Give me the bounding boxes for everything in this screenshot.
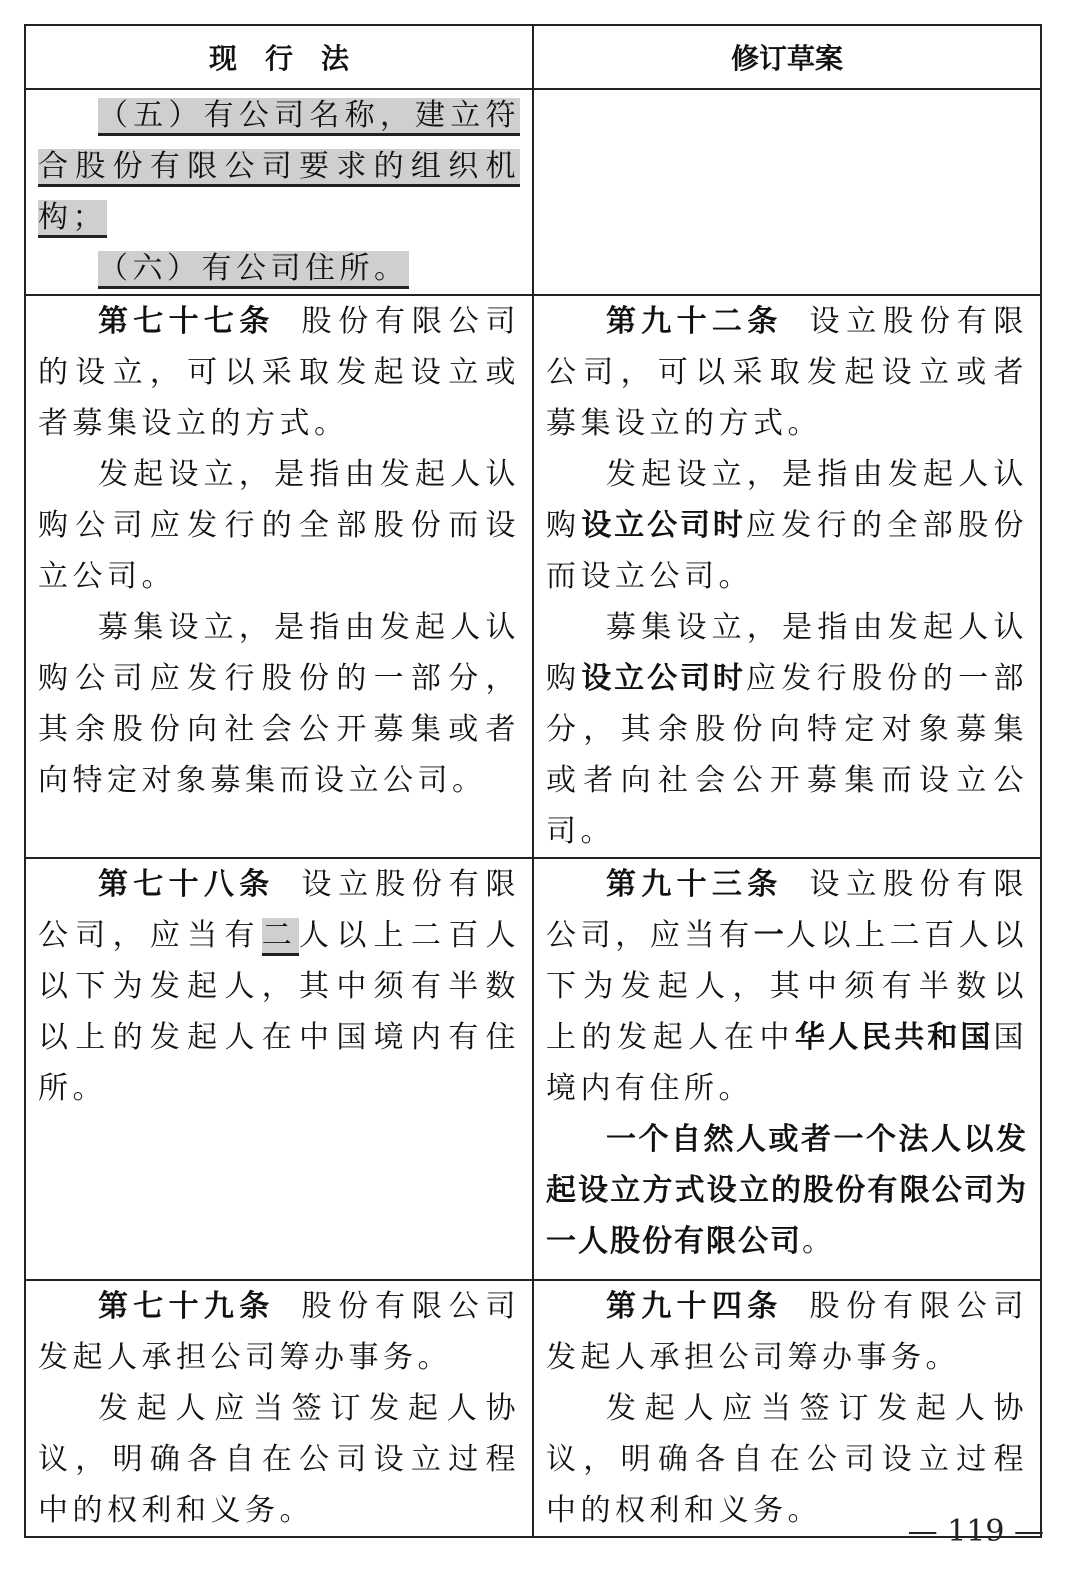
paragraph (546, 1281, 1028, 1383)
paragraph (546, 1114, 1028, 1267)
table-row (25, 89, 1041, 295)
current-law-cell (25, 1280, 533, 1537)
table-row (25, 1280, 1041, 1537)
revision-draft-cell (533, 89, 1041, 295)
highlighted-text: 二 (262, 918, 299, 956)
current-law-cell (25, 858, 533, 1280)
paragraph (546, 602, 1028, 857)
header-revision-draft: 修订草案 (533, 25, 1041, 89)
paragraph-text: 发起设立，是指由发起人认购 (546, 457, 1028, 543)
paragraph (38, 296, 520, 449)
comparison-table (24, 24, 1042, 1538)
revised-text: 设立公司时 (581, 508, 746, 543)
paragraph (38, 243, 520, 294)
revised-text: 一 (753, 918, 786, 953)
revision-draft-cell (533, 295, 1041, 858)
paragraph (38, 90, 520, 243)
paragraph (38, 1281, 520, 1383)
revised-text: 一个自然人或者一个法人以发起设立方式设立的股份有限公司为一人股份有限公司 (546, 1122, 1028, 1259)
paragraph: 发起人应当签订发起人协议，明确各自在公司设立过程中的权利和义务。 (38, 1391, 520, 1528)
paragraph: 发起设立，是指由发起人认购公司应发行的全部股份而设立公司。 (38, 457, 520, 594)
paragraph (38, 859, 520, 1114)
table-header-row (25, 25, 1041, 89)
highlighted-text: （六）有公司住所。 (98, 251, 409, 286)
paragraph-text: 设立股份有限公司，应当有 (546, 867, 1028, 953)
page-number: — 119 — (907, 1514, 1044, 1549)
table-row (25, 295, 1041, 858)
article-number: 第九十二条 (606, 304, 783, 339)
revised-text: 华人民共和国 (795, 1020, 994, 1055)
highlighted-text: （五）有公司名称，建立符合股份有限公司要求的组织机构； (38, 98, 520, 235)
paragraph-text: 募集设立，是指由发起人认购 (546, 610, 1028, 696)
article-number: 第七十九条 (98, 1289, 275, 1324)
revised-text: 设立公司时 (581, 661, 746, 696)
table-row (25, 858, 1041, 1280)
article-number: 第九十四条 (606, 1289, 783, 1324)
paragraph-text: 股份有限公司发起人承担公司筹办事务。 (38, 1289, 520, 1375)
paragraph-text: 人以上二百人以下为发起人，其中须有半数以上的发起人在中 (546, 918, 1029, 1055)
paragraph-text: 股份有限公司发起人承担公司筹办事务。 (546, 1289, 1028, 1375)
paragraph: 募集设立，是指由发起人认购公司应发行股份的一部分，其余股份向社会公开募集或者向特定对象募集而设立公司。 (38, 610, 520, 798)
article-number: 第七十七条 (98, 304, 275, 339)
article-number: 第七十八条 (98, 867, 275, 902)
current-law-cell (25, 89, 533, 295)
revision-draft-cell (533, 1280, 1041, 1537)
paragraph-text: 应发行的全部股份而设立公司。 (546, 508, 1029, 594)
paragraph-text: 设立股份有限公司，可以采取发起设立或者募集设立的方式。 (546, 304, 1028, 441)
paragraph-text: 。 (802, 1224, 837, 1259)
revision-draft-cell (533, 858, 1041, 1280)
paragraph: 发起人应当签订发起人协议，明确各自在公司设立过程中的权利和义务。 (546, 1391, 1028, 1528)
paragraph (546, 859, 1028, 1114)
paragraph (546, 449, 1028, 602)
current-law-cell (25, 295, 533, 858)
header-current-law: 现 行 法 (25, 25, 533, 89)
paragraph (546, 296, 1028, 449)
paragraph-text: 人以上二百人以下为发起人，其中须有半数以上的发起人在中国境内有住所。 (38, 918, 521, 1106)
paragraph-text: 应发行股份的一部分，其余股份向特定对象募集或者向社会公开募集而设立公司。 (546, 661, 1029, 849)
article-number: 第九十三条 (606, 867, 783, 902)
paragraph-text: 国境内有住所。 (546, 1020, 1029, 1106)
paragraph-text: 设立股份有限公司，应当有 (38, 867, 520, 953)
paragraph-text: 股份有限公司的设立，可以采取发起设立或者募集设立的方式。 (38, 304, 520, 441)
